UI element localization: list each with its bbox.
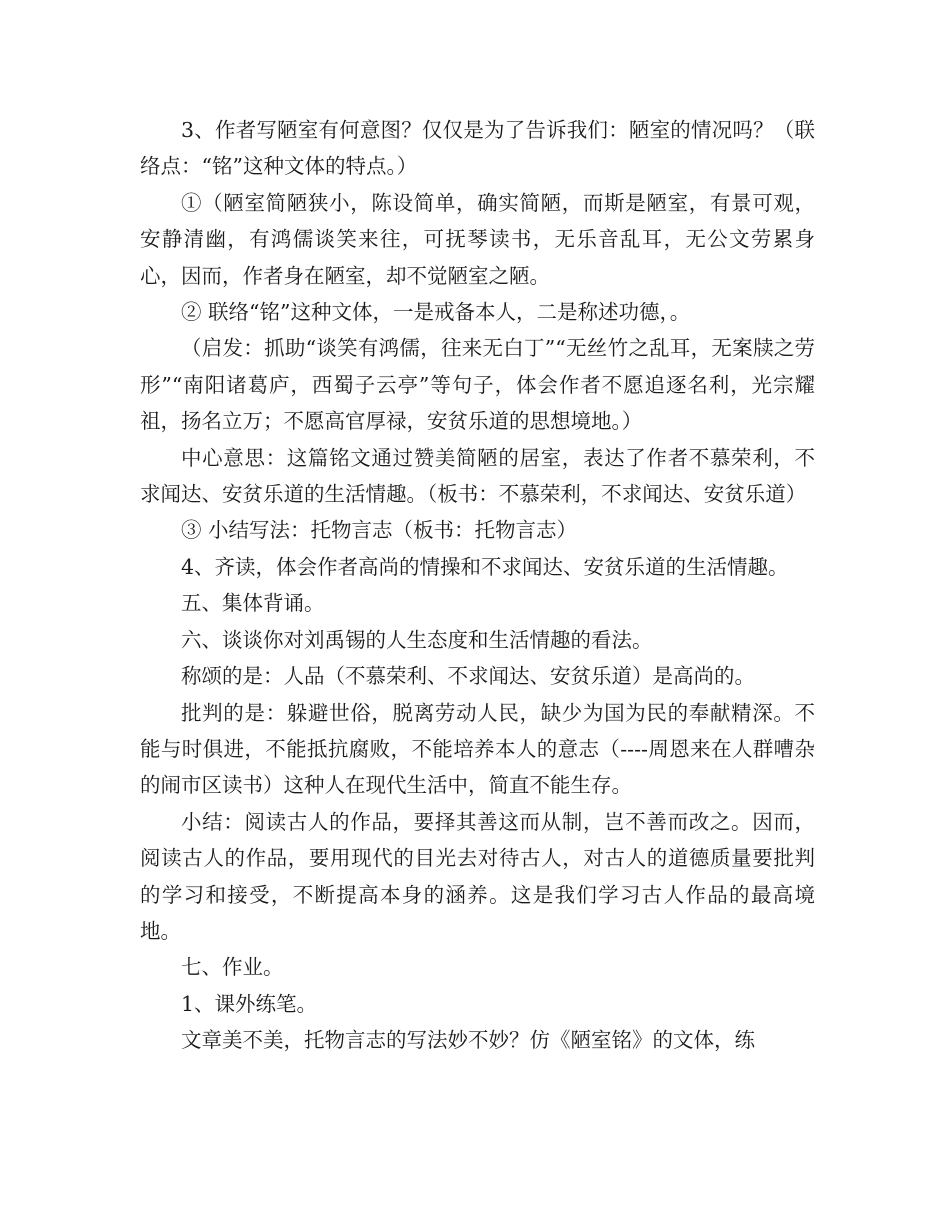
document-body (140, 112, 815, 1059)
paragraph-point-2: ② 联络“铭”这种文体，一是戒备本人，二是称述功德，。 (181, 300, 691, 325)
paragraph-point-1: ①（陋室简陋狭小，陈设简单，确实简陋，而斯是陋室，有景可观，安静清幽，有鸿儒谈笑来往，可抚琴读书，无乐音乱耳，无公文劳累身心，因而，作者身在陋室，却不觉陋室之陋。 (140, 190, 815, 288)
paragraph-step-4: 4、齐读，体会作者高尚的情操和不求闻达、安贫乐道的生活情趣。 (181, 554, 789, 579)
paragraph-criticism: 批判的是：躲避世俗，脱离劳动人民，缺少为国为民的奉献精深。不能与时俱进，不能抵抗腐败，不能培养本人的意志（----周恩来在人群嘈杂的闹市区读书）这种人在现代生活中，简直不能生存。 (140, 700, 815, 798)
paragraph-question-3: 3、作者写陋室有何意图？仅仅是为了告诉我们：陋室的情况吗？（联络点：“铭”这种文体的特点。） (140, 118, 815, 179)
section-heading-6: 六、谈谈你对刘禹锡的人生态度和生活情趣的看法。 (181, 627, 653, 652)
paragraph-homework-text: 文章美不美，托物言志的写法妙不妙？仿《陋室铭》的文体，练 (181, 1028, 755, 1053)
section-heading-7: 七、作业。 (181, 955, 284, 980)
paragraph-summary: 小结：阅读古人的作品，要择其善这而从制，岂不善而改之。因而，阅读古人的作品，要用现代的目光去对待古人，对古人的道德质量要批判的学习和接受，不断提高本身的涵养。这是我们学习古人作品的最高境地。 (140, 809, 815, 943)
paragraph-hint: （启发：抓助“谈笑有鸿儒，往来无白丁”“无丝竹之乱耳，无案牍之劳形”“南阳诸葛庐，西蜀子云亭”等句子，体会作者不愿追逐名利，光宗耀祖，扬名立万；不愿高官厚禄，安贫乐道的思想境地。） (140, 336, 815, 434)
paragraph-point-3: ③ 小结写法：托物言志（板书：托物言志） (181, 518, 578, 543)
paragraph-homework-1: 1、课外练笔。 (181, 991, 318, 1016)
paragraph-central-idea: 中心意思：这篇铭文通过赞美简陋的居室，表达了作者不慕荣利，不求闻达、安贫乐道的生活情趣。（板书：不慕荣利，不求闻达、安贫乐道） (140, 445, 815, 507)
section-heading-5: 五、集体背诵。 (181, 591, 325, 616)
paragraph-praise: 称颂的是：人品（不慕荣利、不求闻达、安贫乐道）是高尚的。 (181, 664, 755, 689)
